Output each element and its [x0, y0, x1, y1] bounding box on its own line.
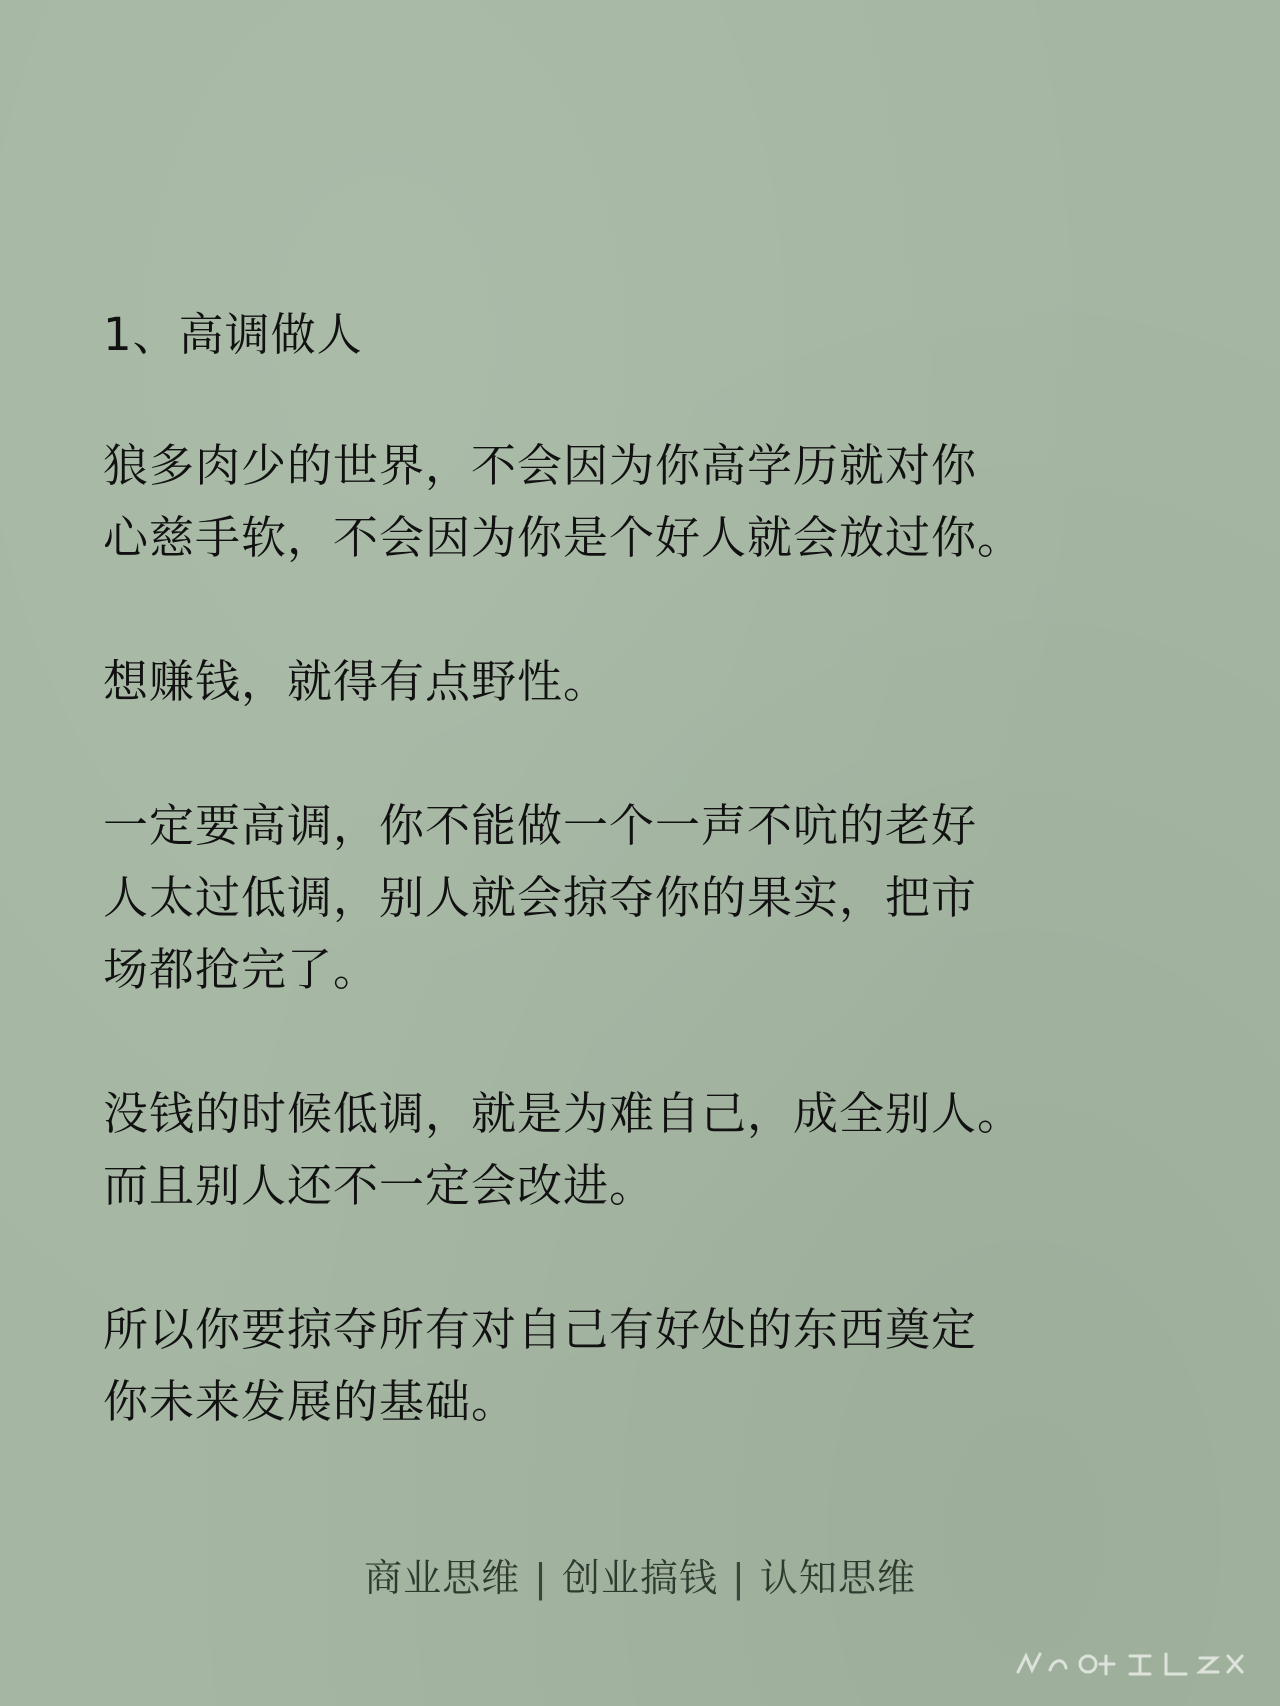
article-body	[103, 300, 1143, 1510]
footer-tag-business-thinking: 商业思维	[364, 1556, 521, 1600]
paragraph-line: 心慈手软，不会因为你是个好人就会放过你。	[103, 511, 1024, 564]
paragraph-line: 你未来发展的基础。	[103, 1375, 518, 1428]
footer-tag-startup-money: 创业搞钱	[561, 1556, 718, 1600]
paragraph-line: 想赚钱，就得有点野性。	[103, 655, 610, 708]
footer-separator: |	[534, 1556, 548, 1600]
paragraph-line: 狼多肉少的世界，不会因为你高学历就对你	[103, 439, 978, 492]
paragraph-2	[103, 646, 1143, 718]
paragraph-line: 人太过低调，别人就会掠夺你的果实，把市	[103, 871, 978, 924]
footer-tags	[0, 1550, 1280, 1606]
paragraph-line: 一定要高调，你不能做一个一声不吭的老好	[103, 799, 978, 852]
paragraph-line: 没钱的时候低调，就是为难自己，成全别人。	[103, 1087, 1024, 1140]
footer-separator: |	[732, 1556, 746, 1600]
paragraph-4	[103, 1078, 1143, 1222]
paragraph-3	[103, 790, 1143, 1006]
paragraph-line: 场都抢完了。	[103, 943, 380, 996]
paragraph-line: 所以你要掠夺所有对自己有好处的东西奠定	[103, 1303, 978, 1356]
paragraph-line: 而且别人还不一定会改进。	[103, 1159, 656, 1212]
section-heading: 1、高调做人	[103, 308, 363, 361]
footer-tag-cognitive-thinking: 认知思维	[759, 1556, 916, 1600]
watermark-logo	[1010, 1644, 1250, 1684]
paragraph-5	[103, 1294, 1143, 1438]
paragraph-1	[103, 430, 1143, 574]
